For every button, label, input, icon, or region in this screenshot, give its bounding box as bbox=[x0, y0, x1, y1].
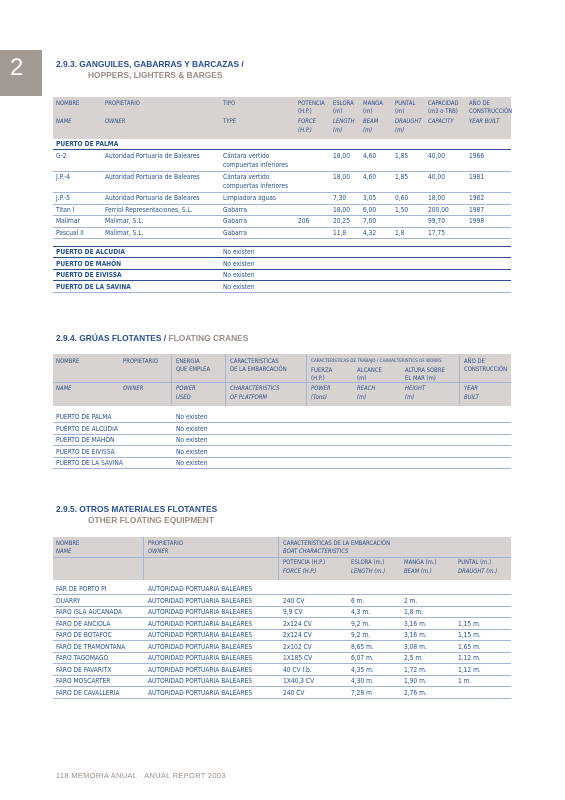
column-header-en: FORCE (H.P.) bbox=[283, 569, 317, 575]
column-divider bbox=[171, 354, 172, 406]
equipment-name: FAR DE PORTO PI bbox=[56, 585, 107, 593]
row-divider bbox=[53, 269, 511, 270]
vessel-beam: 4,32 bbox=[363, 228, 377, 237]
chapter-tab bbox=[0, 50, 42, 96]
vessel-owner: Autoridad Portuaria de Baleares bbox=[105, 152, 200, 160]
equipment-power: 1X40,3 CV bbox=[283, 677, 315, 685]
equipment-owner: AUTORIDAD PORTUARIA BALEARES bbox=[148, 585, 253, 593]
port-value: No existen bbox=[176, 436, 208, 444]
vessel-length: 11,8 bbox=[333, 228, 347, 237]
column-header-group-en: BOAT CHARACTERISTICS bbox=[283, 549, 349, 555]
column-header: (m3 o TRB) bbox=[428, 109, 458, 115]
column-header: EL MAR (m) bbox=[405, 376, 436, 382]
column-header: MANGA bbox=[363, 101, 383, 107]
equipment-owner: AUTORIDAD PORTUARIA BALEARES bbox=[148, 677, 253, 685]
row-divider bbox=[53, 382, 511, 383]
vessel-power: 206 bbox=[298, 217, 310, 225]
vessel-draught: 0,60 bbox=[395, 194, 409, 202]
equipment-name: FARO ISLA AUCANADA bbox=[56, 608, 123, 616]
row-divider bbox=[53, 292, 511, 293]
equipment-name: DUARRY bbox=[56, 596, 81, 605]
column-header: ESLORA (m.) bbox=[351, 560, 385, 566]
column-header-en: LENGTH (m.) bbox=[351, 569, 386, 575]
vessel-owner: Autoridad Portuaria de Baleares bbox=[105, 173, 200, 181]
port-value: No existen bbox=[223, 271, 255, 279]
row-divider bbox=[53, 557, 511, 558]
table-2-9-4 bbox=[53, 354, 511, 472]
equipment-draught: 1,12 m. bbox=[458, 654, 481, 662]
column-header-en: NAME bbox=[56, 386, 72, 392]
vessel-capacity: 99,70 bbox=[428, 217, 445, 225]
equipment-length: 7,28 m bbox=[351, 688, 372, 697]
column-divider bbox=[143, 537, 144, 580]
section-title-es: 2.9.3. GANGUILES, GABARRAS Y BARCAZAS / bbox=[56, 59, 244, 69]
row-divider bbox=[53, 257, 511, 258]
equipment-length: 4,3 m. bbox=[351, 608, 370, 616]
equipment-name: FARO TAGOMAGO bbox=[56, 654, 109, 662]
row-divider bbox=[53, 698, 511, 699]
vessel-capacity: 40,00 bbox=[428, 173, 445, 181]
column-divider bbox=[306, 354, 307, 406]
port-name: PUERTO DE ALCUDIA bbox=[56, 424, 118, 433]
equipment-beam: 1,8 m. bbox=[404, 608, 423, 616]
column-header-en: LENGTH bbox=[333, 119, 355, 125]
port-name: PUERTO DE EIVISSA bbox=[56, 271, 122, 279]
equipment-power: 2x124 CV bbox=[283, 619, 312, 628]
column-header: DE LA EMBARCACIÓN bbox=[230, 367, 287, 373]
row-divider bbox=[53, 246, 511, 247]
column-header-en: BUILT bbox=[464, 395, 479, 401]
row-divider bbox=[53, 238, 511, 239]
vessel-type: Gabarra bbox=[223, 205, 248, 214]
column-header: NOMBRE bbox=[56, 541, 80, 547]
table-2-9-3 bbox=[53, 97, 511, 301]
column-header: (m) bbox=[333, 109, 343, 115]
section-title-en: OTHER FLOATING EQUIPMENT bbox=[88, 515, 214, 525]
column-header: (H.P.) bbox=[298, 109, 312, 115]
column-header-en: DRAUGHT bbox=[395, 119, 422, 125]
column-header-en: NAME bbox=[56, 549, 72, 555]
row-divider bbox=[53, 149, 511, 150]
row-divider bbox=[53, 617, 511, 618]
port-value: No existen bbox=[176, 447, 208, 456]
equipment-length: 4,35 m. bbox=[351, 665, 374, 674]
column-header: NOMBRE bbox=[56, 359, 80, 365]
equipment-beam: 3,08 m. bbox=[404, 642, 427, 651]
equipment-name: FARO MOSCARTER bbox=[56, 677, 111, 685]
column-header: QUE EMPLEA bbox=[176, 367, 211, 373]
column-header-en: TYPE bbox=[223, 119, 237, 125]
vessel-year: 1998 bbox=[469, 217, 485, 225]
column-header: NOMBRE bbox=[56, 101, 80, 107]
port-value: No existen bbox=[176, 459, 208, 467]
column-header-group: CARACTERÍSTICAS DE LA EMBARCACIÓN bbox=[283, 541, 391, 547]
column-divider bbox=[225, 354, 226, 406]
vessel-type: compuertas inferiores bbox=[223, 182, 289, 190]
vessel-draught: 1,85 bbox=[395, 173, 409, 181]
vessel-draught: 1,50 bbox=[395, 205, 409, 214]
equipment-power: 40 CV f.b. bbox=[283, 665, 312, 674]
equipment-power: 2x102 CV bbox=[283, 642, 312, 651]
row-divider bbox=[53, 434, 511, 435]
row-divider bbox=[53, 204, 511, 205]
equipment-name: FARO DE ANCIOLA bbox=[56, 619, 111, 628]
column-header: (m) bbox=[357, 376, 367, 382]
vessel-name: G-2 bbox=[56, 152, 67, 160]
port-name: PUERTO DE LA SAVINA bbox=[56, 459, 123, 467]
column-divider bbox=[278, 537, 279, 580]
port-name: PUERTO DE PALMA bbox=[56, 413, 112, 421]
vessel-length: 18,00 bbox=[333, 173, 350, 181]
equipment-owner: AUTORIDAD PORTUARIA BALEARES bbox=[148, 608, 253, 616]
column-header-en: POWER bbox=[311, 386, 331, 392]
column-header: ALTURA SOBRE bbox=[405, 368, 445, 374]
vessel-beam: 3,05 bbox=[363, 194, 377, 202]
column-header: AÑO DE bbox=[464, 359, 485, 365]
vessel-beam: 7,00 bbox=[363, 217, 377, 225]
row-divider bbox=[53, 652, 511, 653]
vessel-length: 7,30 bbox=[333, 194, 347, 202]
equipment-owner: AUTORIDAD PORTUARIA BALEARES bbox=[148, 665, 253, 674]
equipment-draught: 1,65 m. bbox=[458, 642, 481, 651]
column-header: CAPACIDAD bbox=[428, 101, 459, 107]
column-header-en: HEIGHT bbox=[405, 386, 426, 392]
equipment-beam: 3,16 m. bbox=[404, 631, 427, 639]
section-title-2-9-3 bbox=[56, 59, 244, 81]
vessel-draught: 1,8 bbox=[395, 228, 405, 237]
vessel-year: 1982 bbox=[469, 194, 485, 202]
column-header-en: OF PLATFORM bbox=[230, 395, 267, 401]
equipment-draught: 1,12 m. bbox=[458, 665, 481, 674]
column-header: CONSTRUCCIÓN bbox=[464, 367, 508, 373]
equipment-draught: 1 m. bbox=[458, 677, 472, 685]
vessel-type: Cántara vertido bbox=[223, 152, 270, 160]
vessel-name: J.P.-5 bbox=[56, 194, 70, 202]
vessel-owner: Malimar, S.L. bbox=[105, 228, 144, 237]
vessel-name: Titan I bbox=[56, 205, 75, 214]
equipment-length: 4,30 m. bbox=[351, 677, 374, 685]
row-divider bbox=[53, 468, 511, 469]
column-header: ALCANCE bbox=[357, 368, 382, 374]
vessel-type: Limpiadora aguas bbox=[223, 194, 277, 202]
column-header-en: (m) bbox=[333, 128, 343, 134]
equipment-beam: 3,16 m. bbox=[404, 619, 427, 628]
column-header: ESLORA bbox=[333, 101, 354, 107]
port-value: No existen bbox=[176, 424, 208, 433]
page-footer bbox=[56, 771, 226, 780]
section-title-2-9-4 bbox=[56, 333, 248, 344]
vessel-beam: 6,00 bbox=[363, 205, 377, 214]
equipment-owner: AUTORIDAD PORTUARIA BALEARES bbox=[148, 619, 253, 628]
column-header-group: CARACTERÍSTICAS DE TRABAJO / CHARACTERISTICS OF WORKS bbox=[311, 359, 442, 364]
column-header-en: YEAR bbox=[464, 386, 478, 392]
column-header: ENERGIA bbox=[176, 359, 200, 365]
column-header: AÑO DE bbox=[469, 101, 490, 107]
vessel-capacity: 40,00 bbox=[428, 152, 445, 160]
column-header-en: NAME bbox=[56, 119, 72, 125]
column-header: PUNTAL (m.) bbox=[458, 560, 492, 566]
equipment-owner: AUTORIDAD PORTUARIA BALEARES bbox=[148, 596, 253, 605]
column-header: PROPIETARIO bbox=[123, 359, 158, 365]
vessel-type: Gabarra bbox=[223, 228, 248, 237]
table-2-9-5 bbox=[53, 537, 511, 701]
row-divider bbox=[53, 675, 511, 676]
vessel-length: 18,00 bbox=[333, 152, 350, 160]
port-value: No existen bbox=[223, 282, 255, 291]
row-divider bbox=[53, 640, 511, 641]
column-header-en: (H.P.) bbox=[298, 128, 312, 134]
section-title-es: 2.9.5. OTROS MATERIALES FLOTANTES bbox=[56, 504, 218, 514]
column-header-en: BEAM (m.) bbox=[404, 569, 432, 575]
column-header: TIPO bbox=[223, 101, 236, 107]
column-header-en: POWER bbox=[176, 386, 196, 392]
row-divider bbox=[53, 686, 511, 687]
column-header: PROPIETARIO bbox=[148, 541, 183, 547]
column-header-en: OWNER bbox=[105, 119, 126, 125]
vessel-type: Cántara vertido bbox=[223, 173, 270, 181]
vessel-name: Pascual II bbox=[56, 228, 84, 237]
row-divider bbox=[53, 594, 511, 595]
vessel-length: 18,00 bbox=[333, 205, 350, 214]
row-divider bbox=[53, 215, 511, 216]
footer-text: MEMORIA ANUAL · ANUAL REPORT 2003 bbox=[71, 771, 226, 780]
equipment-name: FARO DE TRAMONTANA bbox=[56, 642, 126, 651]
column-header-en: OWNER bbox=[148, 549, 169, 555]
vessel-owner: Malimar, S.L. bbox=[105, 217, 144, 225]
port-value: No existen bbox=[176, 413, 208, 421]
column-header-en: YEAR BUILT bbox=[469, 119, 500, 125]
equipment-power: 9,9 CV bbox=[283, 608, 303, 616]
vessel-draught: 1,85 bbox=[395, 152, 409, 160]
column-header: PUNTAL bbox=[395, 101, 416, 107]
equipment-name: FARO DE BOTAFOC bbox=[56, 631, 112, 639]
row-divider bbox=[53, 663, 511, 664]
port-value: No existen bbox=[223, 259, 255, 268]
column-header: MANGA (m.) bbox=[404, 560, 437, 566]
column-header-en: (m) bbox=[363, 128, 373, 134]
column-header: FUERZA bbox=[311, 368, 333, 374]
section-title-es: 2.9.4. GRÚAS FLOTANTES / bbox=[56, 333, 167, 343]
chapter-number: 2 bbox=[10, 54, 24, 81]
equipment-beam: 1,72 m. bbox=[404, 665, 427, 674]
vessel-year: 1966 bbox=[469, 152, 485, 160]
port-name: PUERTO DE MAHÓN bbox=[56, 259, 122, 268]
section-title-en: HOPPERS, LIGHTERS & BARGES bbox=[88, 70, 223, 80]
column-header: (m) bbox=[363, 109, 373, 115]
vessel-length: 20,25 bbox=[333, 217, 350, 225]
column-header-en: (m) bbox=[405, 395, 415, 401]
vessel-type: Gabarra bbox=[223, 217, 248, 225]
vessel-capacity: 17,75 bbox=[428, 228, 445, 237]
section-title-en: FLOATING CRANES bbox=[168, 333, 249, 343]
column-header-en: OWNER bbox=[123, 386, 144, 392]
equipment-beam: 2,5 m. bbox=[404, 654, 423, 662]
row-divider bbox=[53, 422, 511, 423]
column-header-en: DRAUGHT (m.) bbox=[458, 569, 498, 575]
vessel-type: compuertas inferiores bbox=[223, 161, 289, 169]
column-header-en: REACH bbox=[357, 386, 376, 392]
equipment-beam: 2 m. bbox=[404, 596, 418, 605]
port-name: PUERTO DE MAHÓN bbox=[56, 436, 115, 444]
equipment-owner: AUTORIDAD PORTUARIA BALEARES bbox=[148, 688, 253, 697]
column-header: CARACTERÍSTICAS bbox=[230, 359, 279, 365]
section-title-2-9-5 bbox=[56, 504, 217, 526]
equipment-length: 9,2 m. bbox=[351, 619, 370, 628]
equipment-length: 6 m. bbox=[351, 596, 365, 605]
row-divider bbox=[53, 192, 511, 193]
equipment-owner: AUTORIDAD PORTUARIA BALEARES bbox=[148, 654, 253, 662]
column-header-en: BEAM bbox=[363, 119, 379, 125]
equipment-power: 1X185 CV bbox=[283, 654, 313, 662]
vessel-beam: 4,60 bbox=[363, 152, 377, 160]
equipment-length: 6,07 m. bbox=[351, 654, 374, 662]
column-divider bbox=[459, 354, 460, 406]
vessel-name: J.P.-4 bbox=[56, 173, 70, 181]
row-divider bbox=[53, 457, 511, 458]
vessel-owner: Ferriol Representaciones, S.L. bbox=[105, 205, 193, 214]
column-header: POTENCIA bbox=[298, 101, 325, 107]
vessel-name: Malimar bbox=[56, 217, 80, 225]
port-value: No existen bbox=[223, 248, 255, 256]
column-header: (H.P.) bbox=[311, 376, 325, 382]
port-name: PUERTO DE ALCUDIA bbox=[56, 248, 125, 256]
vessel-beam: 4,60 bbox=[363, 173, 377, 181]
row-divider bbox=[53, 629, 511, 630]
vessel-capacity: 200,00 bbox=[428, 205, 449, 214]
column-header: (m) bbox=[395, 109, 405, 115]
column-header-en: FORCE bbox=[298, 119, 316, 125]
equipment-name: FARO DE CAVALLERIA bbox=[56, 688, 120, 697]
equipment-power: 240 CV bbox=[283, 596, 305, 605]
group-label-palma: PUERTO DE PALMA bbox=[56, 140, 119, 148]
footer-page-number: 118 bbox=[56, 771, 69, 780]
column-header-en: CHARACTERISTICS bbox=[230, 386, 280, 392]
equipment-beam: 1,90 m. bbox=[404, 677, 427, 685]
vessel-owner: Autoridad Portuaria de Baleares bbox=[105, 194, 200, 202]
column-header: CONSTRUCCIÓN bbox=[469, 109, 513, 115]
equipment-power: 240 CV bbox=[283, 688, 305, 697]
column-header-en: CAPACITY bbox=[428, 119, 454, 125]
column-header: PROPIETARIO bbox=[105, 101, 140, 107]
row-divider bbox=[53, 227, 511, 228]
equipment-length: 9,2 m. bbox=[351, 631, 370, 639]
port-name: PUERTO DE LA SAVINA bbox=[56, 282, 131, 291]
equipment-draught: 1,15 m. bbox=[458, 631, 481, 639]
column-header-en: USED bbox=[176, 395, 191, 401]
row-divider bbox=[53, 606, 511, 607]
equipment-owner: AUTORIDAD PORTUARIA BALEARES bbox=[148, 631, 253, 639]
vessel-year: 1981 bbox=[469, 173, 485, 181]
equipment-power: 2x124 CV bbox=[283, 631, 312, 639]
equipment-draught: 1,15 m. bbox=[458, 619, 481, 628]
row-divider bbox=[53, 445, 511, 446]
vessel-capacity: 18,00 bbox=[428, 194, 445, 202]
column-header-en: (m) bbox=[357, 395, 367, 401]
vessel-year: 1987 bbox=[469, 205, 485, 214]
equipment-length: 8,65 m. bbox=[351, 642, 374, 651]
equipment-owner: AUTORIDAD PORTUARIA BALEARES bbox=[148, 642, 253, 651]
row-divider bbox=[53, 280, 511, 281]
column-header-en: (m) bbox=[395, 128, 405, 134]
equipment-name: FARO DE FAVARITX bbox=[56, 665, 112, 674]
equipment-beam: 2,76 m. bbox=[404, 688, 427, 697]
column-header: POTENCIA (H.P.) bbox=[283, 560, 326, 566]
port-name: PUERTO DE EIVISSA bbox=[56, 447, 115, 456]
row-divider bbox=[53, 171, 511, 172]
column-header-en: (Tons) bbox=[311, 395, 328, 401]
